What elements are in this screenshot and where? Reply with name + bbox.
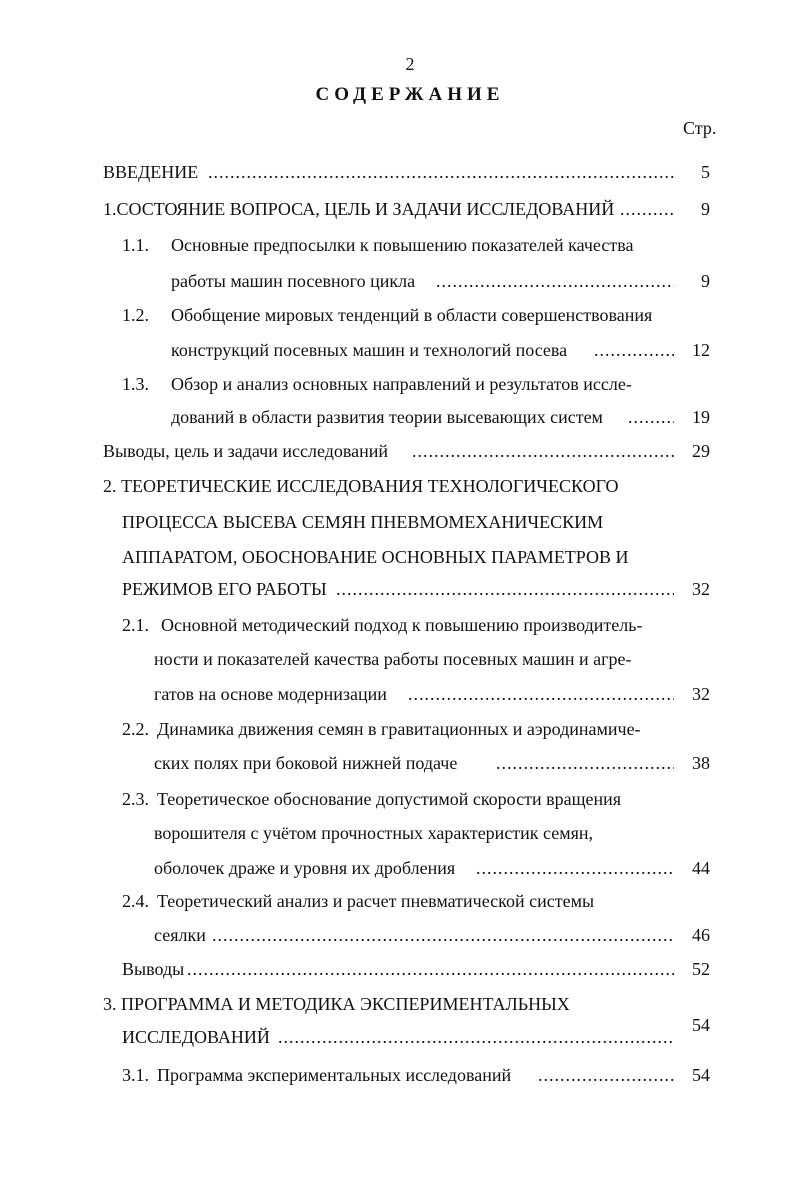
page-column-label: Стр. [683, 118, 717, 138]
toc-entry-text: Программа экспериментальных исследований [157, 1065, 512, 1085]
toc-entry-text: Обзор и анализ основных направлений и результатов иссле- [171, 374, 632, 394]
toc-entry-text: ских полях при боковой нижней подаче [154, 753, 458, 773]
toc-page-number: 32 [692, 684, 710, 704]
toc-entry-text: ПРОЦЕССА ВЫСЕВА СЕМЯН ПНЕВМОМЕХАНИЧЕСКИМ [122, 512, 604, 532]
toc-entry-text: конструкций посевных машин и технологий посева [171, 340, 568, 360]
toc-section-number: 1.2. [122, 305, 149, 325]
toc-entry-text: ИССЛЕДОВАНИЙ [122, 1027, 270, 1047]
toc-leader-dots [212, 922, 674, 948]
toc-leader-dots [476, 855, 674, 881]
toc-entry-text: Теоретическое обоснование допустимой скорости вращения [157, 789, 621, 809]
page-number: 2 [405, 54, 415, 74]
toc-section-number: 3.1. [122, 1065, 149, 1085]
toc-leader-dots [628, 404, 674, 430]
toc-entry-text: сеялки [154, 925, 206, 945]
toc-page-number: 5 [701, 162, 710, 182]
toc-entry-text: работы машин посевного цикла [171, 271, 416, 291]
toc-entry-text: Обобщение мировых тенденций в области совершенствования [171, 305, 653, 325]
toc-entry-text: ности и показателей качества работы посевных машин и агре- [154, 649, 632, 669]
toc-leader-dots [594, 337, 674, 363]
toc-entry-text: Динамика движения семян в гравитационных и аэродинамиче- [157, 719, 641, 739]
toc-page-number: 19 [692, 407, 710, 427]
toc-leader-dots [436, 268, 674, 294]
toc-leader-dots [620, 196, 674, 222]
toc-entry-text: Основные предпосылки к повышению показателей качества [171, 235, 634, 255]
toc-leader-dots [538, 1062, 674, 1088]
toc-page-number: 9 [701, 199, 710, 219]
toc-leader-dots [496, 750, 674, 776]
toc-leader-dots [336, 576, 674, 602]
toc-leader-dots [412, 438, 674, 464]
toc-leader-dots [278, 1024, 674, 1050]
toc-section-number: 2.3. [122, 789, 149, 809]
toc-entry-text: ворошителя с учётом прочностных характеристик семян, [154, 823, 594, 843]
toc-entry-text: гатов на основе модернизации [154, 684, 387, 704]
toc-section-number: 2.1. [122, 615, 149, 635]
toc-page-number: 29 [692, 441, 710, 461]
toc-page-number: 32 [692, 579, 710, 599]
toc-entry-text: дований в области развития теории высевающих систем [171, 407, 603, 427]
toc-leader-dots [208, 159, 674, 185]
toc-entry-text: Теоретический анализ и расчет пневматической системы [157, 891, 595, 911]
toc-entry-text: РЕЖИМОВ ЕГО РАБОТЫ [122, 579, 327, 599]
toc-section-number: 1.3. [122, 374, 149, 394]
toc-page-number: 54 [692, 1065, 710, 1085]
toc-entry-text: 1.СОСТОЯНИЕ ВОПРОСА, ЦЕЛЬ И ЗАДАЧИ ИССЛЕДОВАНИЙ [103, 199, 615, 219]
toc-entry-text: ВВЕДЕНИЕ [103, 162, 199, 182]
toc-page-number: 46 [692, 925, 710, 945]
document-title: СОДЕРЖАНИЕ [315, 84, 505, 105]
toc-section-number: 2.4. [122, 891, 149, 911]
toc-page-number: 38 [692, 753, 710, 773]
toc-entry-text: Выводы [122, 959, 185, 979]
toc-page-number: 52 [692, 959, 710, 979]
toc-entry-text: АППАРАТОМ, ОБОСНОВАНИЕ ОСНОВНЫХ ПАРАМЕТРОВ И [122, 547, 629, 567]
toc-entry-text: Основной методический подход к повышению производитель- [161, 615, 643, 635]
toc-section-number: 2.2. [122, 719, 149, 739]
toc-entry-text: 3. ПРОГРАММА И МЕТОДИКА ЭКСПЕРИМЕНТАЛЬНЫХ [103, 994, 570, 1014]
toc-section-number: 1.1. [122, 235, 149, 255]
toc-page-number: 44 [692, 858, 710, 878]
toc-leader-dots [187, 956, 674, 982]
toc-page-number: 12 [692, 340, 710, 360]
toc-page-number: 9 [701, 271, 710, 291]
toc-leader-dots [408, 681, 674, 707]
toc-entry-text: 2. ТЕОРЕТИЧЕСКИЕ ИССЛЕДОВАНИЯ ТЕХНОЛОГИЧЕСКОГО [103, 476, 619, 496]
toc-page-number: 54 [692, 1015, 710, 1035]
toc-entry-text: оболочек драже и уровня их дробления [154, 858, 456, 878]
toc-entry-text: Выводы, цель и задачи исследований [103, 441, 389, 461]
